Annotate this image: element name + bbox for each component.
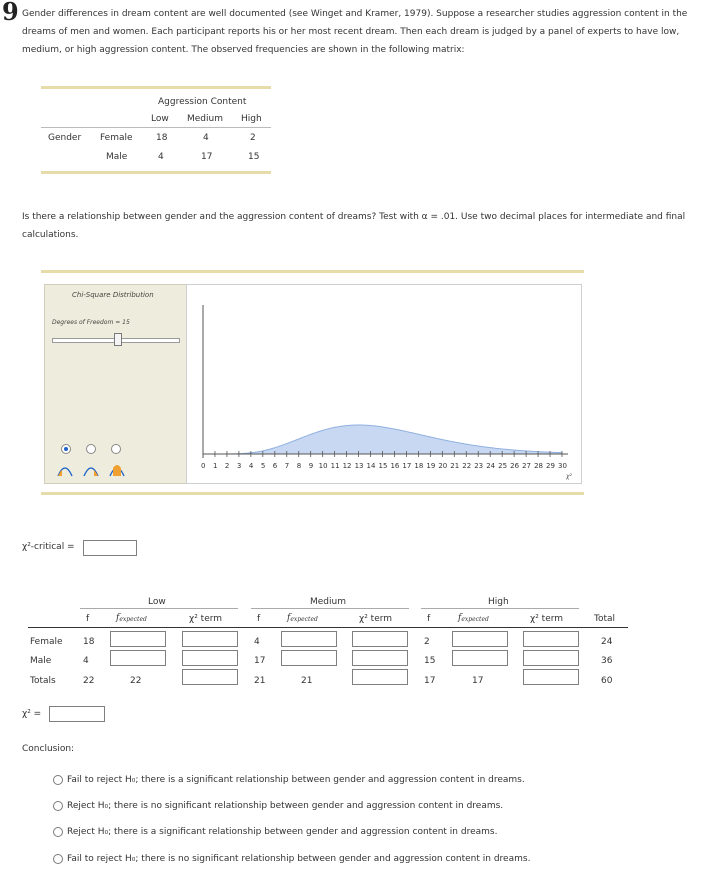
x-tick-label: 24 <box>486 462 496 470</box>
matrix-col-high: High <box>241 114 262 124</box>
observed-f-high: 15 <box>424 656 436 666</box>
fexp-input-medium[interactable] <box>281 631 337 647</box>
observed-f-low: 22 <box>83 676 95 686</box>
observed-f-medium: 21 <box>254 676 266 686</box>
chi-input[interactable] <box>49 706 105 722</box>
fexp-sub: expected <box>290 616 318 623</box>
option-text-2[interactable]: Reject H₀; there is no significant relationship between gender and aggression content in dreams. <box>67 801 504 811</box>
observed-f-low: 18 <box>83 637 95 647</box>
matrix-header-rule <box>41 127 271 128</box>
subhead-term-high: χ² term <box>530 614 564 624</box>
x-tick-label: 0 <box>201 462 206 470</box>
chi-term-input-medium[interactable] <box>352 631 408 647</box>
x-tick-label: 2 <box>224 462 230 470</box>
chi-square-curve <box>187 285 579 481</box>
chi-term-input-medium[interactable] <box>352 669 408 685</box>
x-tick-label: 22 <box>462 462 472 470</box>
chi-term-input-high[interactable] <box>523 669 579 685</box>
group-medium-rule <box>251 608 409 609</box>
subhead-total: Total <box>594 614 616 624</box>
matrix-col-low: Low <box>151 114 169 124</box>
subhead-fexp-medium <box>287 613 318 623</box>
chi-term-input-medium[interactable] <box>352 650 408 666</box>
conclusion-label: Conclusion: <box>22 744 75 754</box>
matrix-cell: 17 <box>201 152 213 162</box>
subhead-fexp-low <box>116 613 147 623</box>
fexp-f: f <box>287 613 291 623</box>
x-tick-label: 17 <box>402 462 412 470</box>
subhead-term-medium: χ² term <box>359 614 393 624</box>
x-tick-label: 21 <box>450 462 460 470</box>
matrix-cell: 4 <box>203 133 209 143</box>
group-medium: Medium <box>310 597 346 607</box>
x-tick-label: 8 <box>296 462 302 470</box>
fexp-total-high: 17 <box>472 676 484 686</box>
option-radio-4[interactable] <box>53 854 63 864</box>
x-tick-label: 10 <box>318 462 328 470</box>
fexp-input-low[interactable] <box>110 631 166 647</box>
matrix-row-male: Male <box>106 152 128 162</box>
df-slider-handle[interactable] <box>114 333 122 346</box>
fexp-sub: expected <box>461 616 489 623</box>
grid-header-rule <box>28 627 628 628</box>
matrix-cell: 4 <box>158 152 164 162</box>
x-tick-label: 9 <box>308 462 314 470</box>
x-tick-label: 1 <box>212 462 218 470</box>
grid-row-label: Male <box>30 656 52 666</box>
fexp-input-high[interactable] <box>452 631 508 647</box>
fexp-input-high[interactable] <box>452 650 508 666</box>
x-tick-label: 29 <box>546 462 555 470</box>
group-high: High <box>488 597 509 607</box>
x-tick-label: 20 <box>438 462 448 470</box>
chi-critical-input[interactable] <box>83 540 137 556</box>
fexp-input-low[interactable] <box>110 650 166 666</box>
x-tick-label: 7 <box>284 462 290 470</box>
x-tick-label: 27 <box>522 462 532 470</box>
x-tick-label: 25 <box>498 462 508 470</box>
matrix-cell: 18 <box>156 133 168 143</box>
option-radio-1[interactable] <box>53 775 63 785</box>
fexp-total-medium: 21 <box>301 676 313 686</box>
observed-f-medium: 17 <box>254 656 266 666</box>
widget-control-panel <box>44 284 188 484</box>
matrix-bottom-rule <box>41 171 271 174</box>
x-tick-label: 23 <box>474 462 484 470</box>
chi-term-input-low[interactable] <box>182 631 238 647</box>
widget-title: Chi-Square Distribution <box>72 291 154 299</box>
x-tick-label: 30 <box>558 462 567 470</box>
option-radio-2[interactable] <box>53 801 63 811</box>
observed-f-high: 17 <box>424 676 436 686</box>
row-total: 24 <box>601 637 613 647</box>
chi-term-input-low[interactable] <box>182 669 238 685</box>
x-tick-label: 13 <box>354 462 364 470</box>
x-tick-label: 6 <box>272 462 278 470</box>
observed-f-low: 4 <box>83 656 89 666</box>
tail-option-radio-3[interactable] <box>111 444 121 454</box>
x-tick-label: 12 <box>342 462 352 470</box>
x-tick-label: 28 <box>534 462 543 470</box>
grid-row-label: Totals <box>30 676 56 686</box>
x-axis-ticks <box>0 462 702 472</box>
subhead-f-medium: f <box>257 614 261 624</box>
observed-f-medium: 4 <box>254 637 260 647</box>
question-text: Is there a relationship between gender and the aggression content of dreams? Test with α = .01. Use two decimal places for intermediate and final calculations. <box>22 212 686 240</box>
x-tick-label: 26 <box>510 462 520 470</box>
tail-option-radio-1[interactable] <box>61 444 71 454</box>
x-tick-label: 14 <box>366 462 376 470</box>
x-tick-label: 18 <box>414 462 424 470</box>
option-radio-3[interactable] <box>53 827 63 837</box>
row-total: 36 <box>601 656 613 666</box>
group-low: Low <box>148 597 166 607</box>
option-text-3[interactable]: Reject H₀; there is a significant relationship between gender and aggression content in dreams. <box>67 827 498 837</box>
chi-term-input-low[interactable] <box>182 650 238 666</box>
matrix-header: Aggression Content <box>158 97 247 107</box>
row-total: 60 <box>601 676 613 686</box>
x-tick-label: 16 <box>390 462 400 470</box>
x-tick-label: 5 <box>260 462 266 470</box>
problem-number: 9 <box>2 0 19 26</box>
widget-top-rule <box>41 270 584 273</box>
group-high-rule <box>421 608 579 609</box>
subhead-fexp-high <box>458 613 489 623</box>
x-tick-label: 3 <box>236 462 242 470</box>
option-text-1[interactable]: Fail to reject H₀; there is a significant relationship between gender and aggression content in dreams. <box>67 775 525 785</box>
tail-option-radio-2[interactable] <box>86 444 96 454</box>
widget-bottom-rule <box>41 492 584 495</box>
chi-term-input-high[interactable] <box>523 650 579 666</box>
chi-critical-label: χ²-critical = <box>22 542 75 552</box>
subhead-f-high: f <box>427 614 431 624</box>
fexp-f: f <box>458 613 462 623</box>
chi-term-input-high[interactable] <box>523 631 579 647</box>
matrix-col-medium: Medium <box>187 114 223 124</box>
fexp-total-low: 22 <box>130 676 142 686</box>
matrix-top-rule <box>41 86 271 89</box>
x-tick-label: 11 <box>330 462 340 470</box>
grid-row-label: Female <box>30 637 63 647</box>
fexp-sub: expected <box>119 616 147 623</box>
x-tick-label: 15 <box>378 462 388 470</box>
fexp-input-medium[interactable] <box>281 650 337 666</box>
matrix-row-female: Female <box>100 133 133 143</box>
x-axis-label: χ² <box>566 473 572 480</box>
intro-text: Gender differences in dream content are well documented (see Winget and Kramer, 1979). Suppose a researcher studies aggression content in the dreams of men and women. Each participant reports his or her most recent dream. Then each dream is judged by a panel of experts to have low, medium, or high aggression content. The observed frequencies are shown in the following matrix: <box>22 9 688 55</box>
matrix-cell: 15 <box>248 152 260 162</box>
df-label: Degrees of Freedom = 15 <box>52 319 130 326</box>
x-tick-label: 19 <box>426 462 436 470</box>
observed-f-high: 2 <box>424 637 430 647</box>
fexp-f: f <box>116 613 120 623</box>
matrix-row-group: Gender <box>48 133 82 143</box>
subhead-f-low: f <box>86 614 90 624</box>
matrix-cell: 2 <box>250 133 256 143</box>
chi-label: χ² = <box>22 709 42 719</box>
subhead-term-low: χ² term <box>189 614 223 624</box>
group-low-rule <box>80 608 238 609</box>
option-text-4[interactable]: Fail to reject H₀; there is no significant relationship between gender and aggression content in dreams. <box>67 854 531 864</box>
x-tick-label: 4 <box>248 462 254 470</box>
